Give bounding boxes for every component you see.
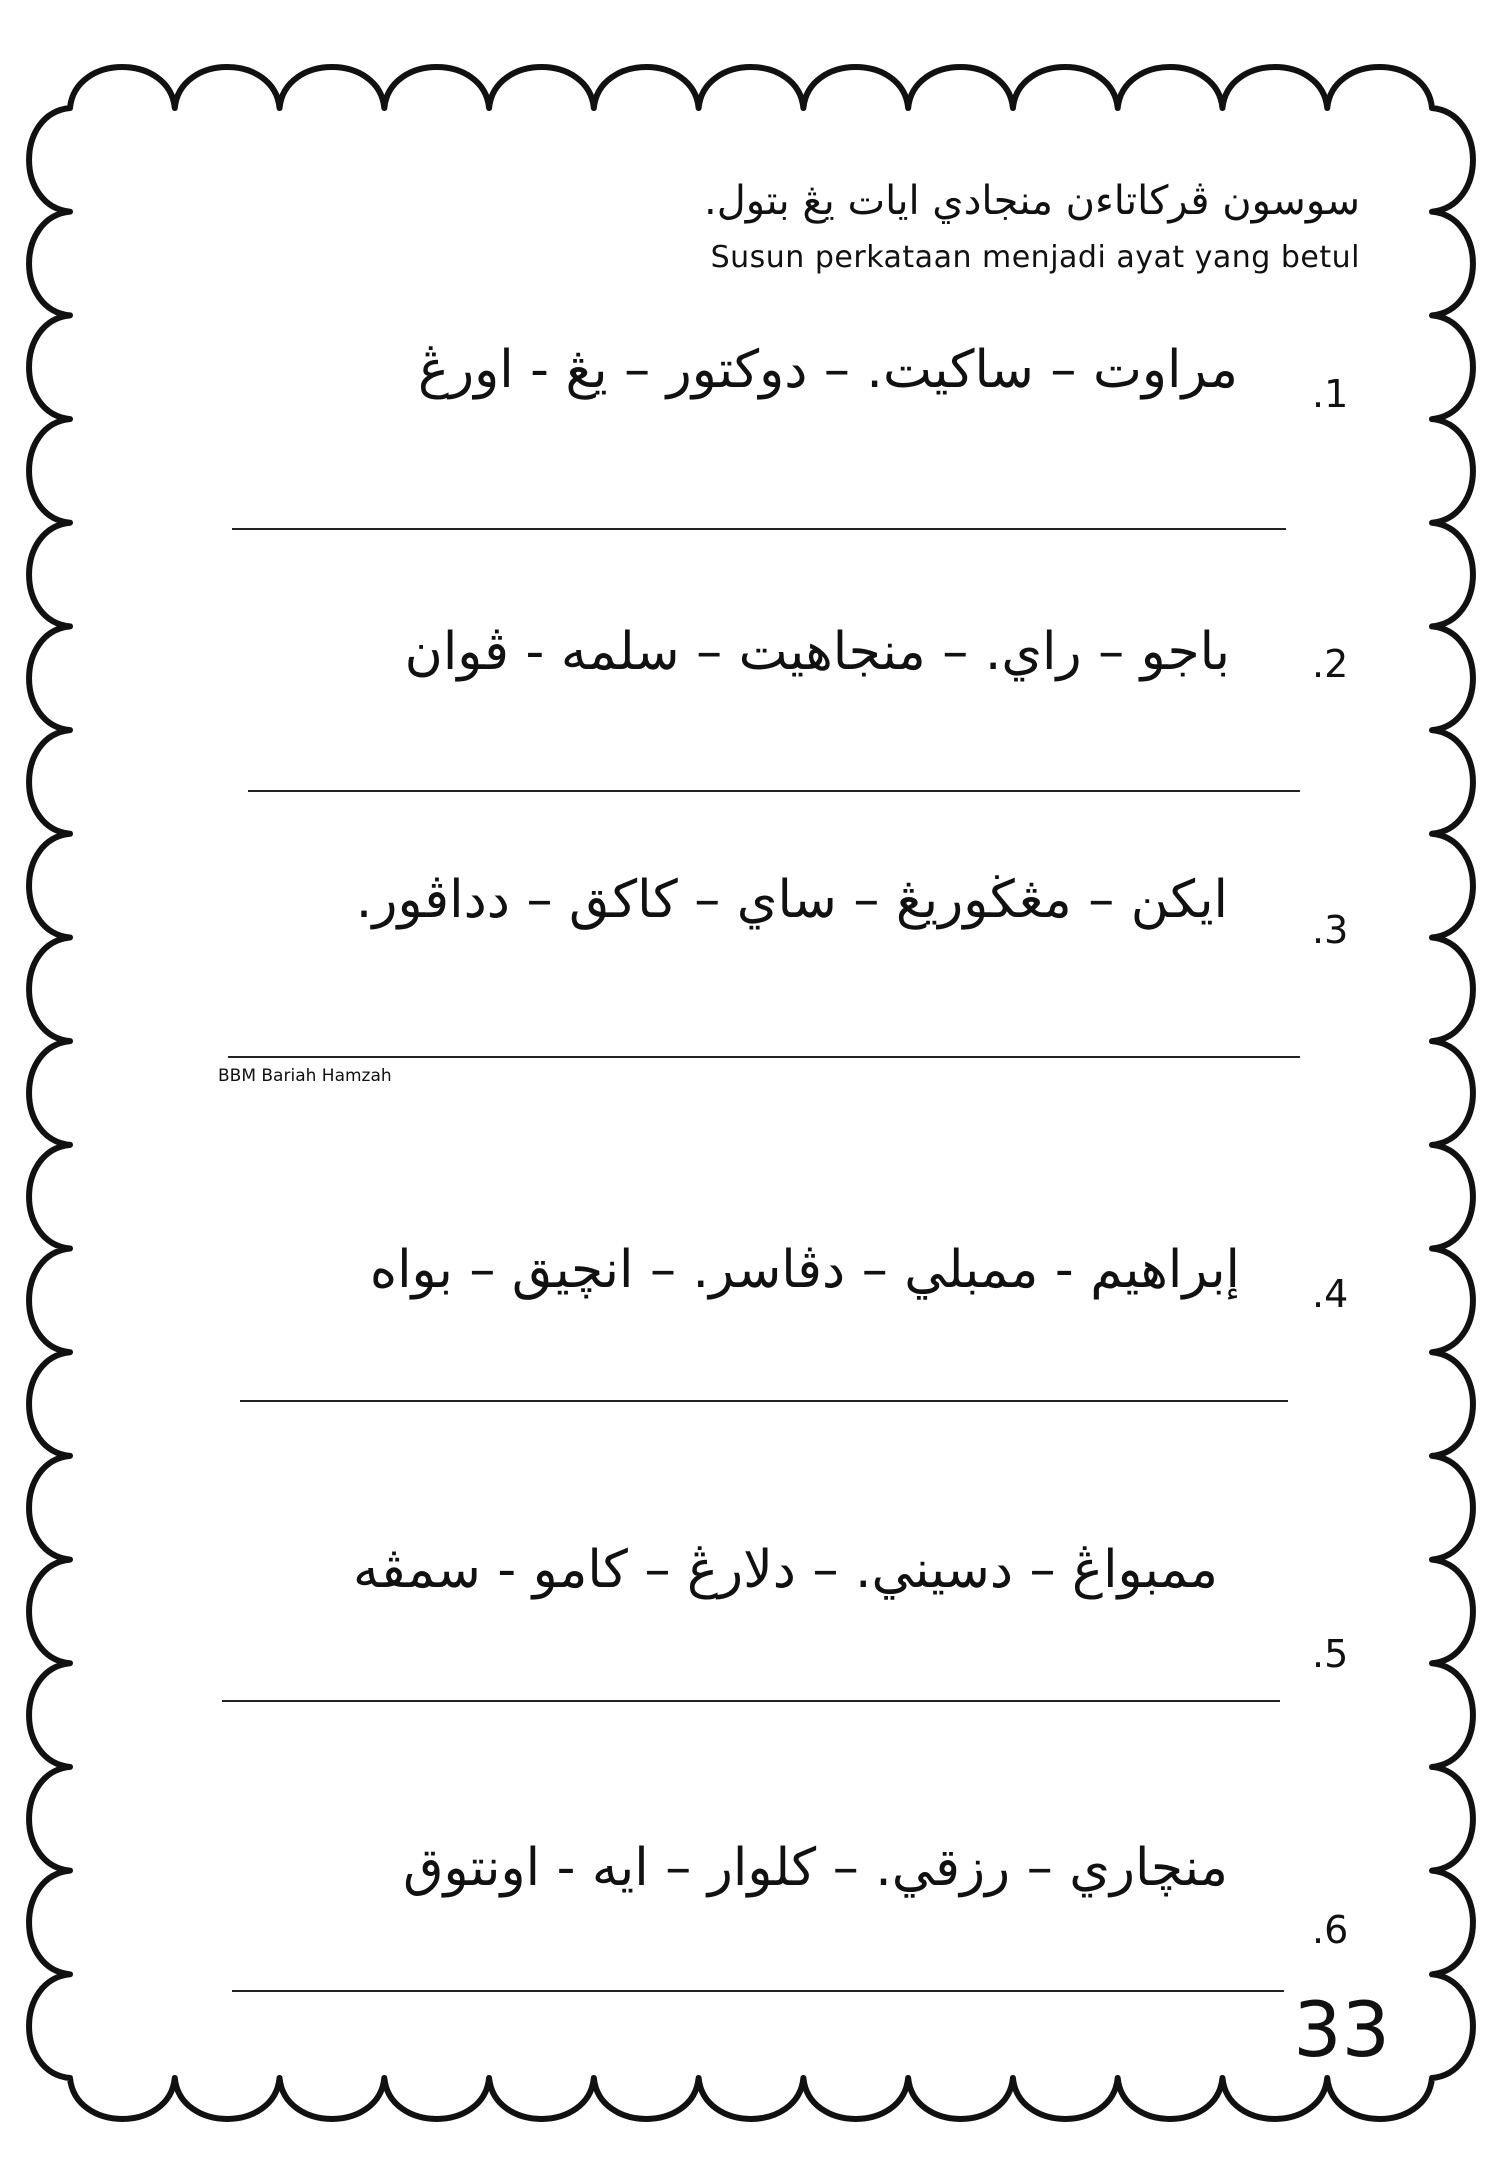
page-number: 33	[1293, 1985, 1390, 2074]
answer-line-5[interactable]	[222, 1700, 1280, 1702]
question-6-text: منچاري – رزقي. – كلوار – ايه - اونتوق	[403, 1838, 1228, 1898]
answer-line-6[interactable]	[232, 1990, 1284, 1992]
answer-line-1[interactable]	[232, 528, 1286, 530]
answer-line-3[interactable]	[228, 1056, 1300, 1058]
question-4-number: .4	[1312, 1272, 1349, 1316]
answer-line-4[interactable]	[240, 1400, 1288, 1402]
question-5-number: .5	[1312, 1632, 1349, 1676]
question-1-number: .1	[1312, 372, 1349, 416]
question-2-number: .2	[1312, 642, 1349, 686]
instruction-rumi: Susun perkataan menjadi ayat yang betul	[710, 240, 1360, 275]
question-3-text: ايكن – مڠڬوريڠ – ساي – كاكق – دداڤور.	[355, 870, 1228, 930]
question-1-text: مراوت – ساكيت. – دوكتور – يڠ - اورڠ	[417, 340, 1238, 400]
question-6-number: .6	[1312, 1908, 1349, 1952]
credit-label: BBM Bariah Hamzah	[218, 1066, 392, 1086]
question-4-text: إبراهيم - ممبلي – دڤاسر. – انچيق – بواه	[369, 1240, 1240, 1300]
answer-line-2[interactable]	[248, 790, 1300, 792]
question-2-text: باجو – راي. – منجاهيت – سلمه - ڤوان	[404, 622, 1230, 682]
question-5-text: ممبواڠ – دسيني. – دلارڠ – كامو - سمڤه	[352, 1540, 1218, 1600]
instruction-jawi: سوسون ڤركاتاءن منجادي ايات يڠ بتول.	[703, 178, 1360, 224]
question-3-number: .3	[1312, 908, 1349, 952]
